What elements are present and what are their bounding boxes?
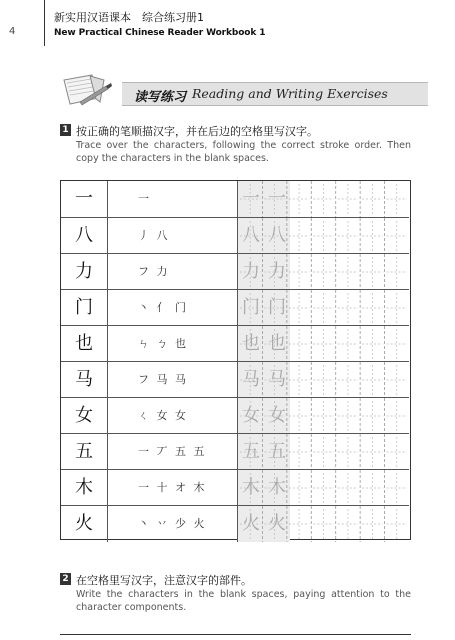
stroke-order: 一 [108,181,238,217]
trace-character[interactable]: 五 [268,441,286,462]
trace-character[interactable]: 力 [268,261,286,282]
trace-character[interactable]: 木 [268,477,286,498]
trace-character[interactable]: 八 [242,225,260,246]
section-title-en: Reading and Writing Exercises [192,86,388,101]
stroke-order-grid [60,180,411,540]
section-title-bar [122,82,428,106]
stroke-order: ㄣ ㄅ 也 [108,326,238,362]
grid-row [61,325,409,362]
trace-character[interactable]: 女 [268,405,286,426]
exercise-2-instruction-en: Write the characters in the blank spaces, paying attention to the character components. [76,589,411,613]
trace-character[interactable]: 马 [242,369,260,390]
stroke-order: フ 力 [108,254,238,290]
trace-character[interactable]: 木 [242,477,260,498]
grid-row [61,289,409,326]
trace-character[interactable]: 八 [268,225,286,246]
exercise-1-number: 1 [60,124,71,136]
stroke-order: 丶 亻 门 [108,290,238,326]
grid-row [61,469,409,506]
stroke-order: 一 十 オ 木 [108,470,238,506]
book-title: 新实用汉语课本 综合练习册1 [54,11,204,24]
exercise-2-number: 2 [60,573,71,585]
trace-character[interactable]: 门 [242,297,260,318]
exercise-1-instruction-cn: 按正确的笔顺描汉字，并在后边的空格里写汉字。 [76,125,318,138]
section-title-cn: 读写练习 [134,90,187,105]
trace-character[interactable]: 也 [242,333,260,354]
model-character: 门 [61,290,108,326]
exercise-2-instruction-cn: 在空格里写汉字，注意汉字的部件。 [76,574,252,587]
trace-character[interactable]: 也 [268,333,286,354]
page-number: 4 [9,26,16,37]
bottom-divider [60,634,411,635]
practice-area[interactable] [290,181,409,217]
model-character: 八 [61,218,108,254]
grid-row [61,217,409,254]
grid-row [61,253,409,290]
practice-area[interactable] [290,218,409,254]
trace-character[interactable]: 马 [268,369,286,390]
practice-area[interactable] [290,362,409,398]
practice-area[interactable] [290,434,409,470]
section-banner [56,72,428,108]
model-character: 火 [61,506,108,542]
stroke-order: 一 丆 五 五 [108,434,238,470]
practice-area[interactable] [290,506,409,542]
notebook-icon [58,72,114,108]
trace-character[interactable]: 一 [268,188,286,209]
grid-row [61,433,409,470]
stroke-order: 丶 丷 少 火 [108,506,238,542]
practice-area[interactable] [290,326,409,362]
grid-row [61,397,409,434]
trace-character[interactable]: 火 [268,513,286,534]
trace-character[interactable]: 力 [242,261,260,282]
model-character: 女 [61,398,108,434]
stroke-order: ㄑ 女 女 [108,398,238,434]
trace-character[interactable]: 五 [242,441,260,462]
trace-character[interactable]: 火 [242,513,260,534]
trace-character[interactable]: 女 [242,405,260,426]
trace-character[interactable]: 一 [242,188,260,209]
header-divider [44,0,45,46]
stroke-order: 丿 八 [108,218,238,254]
grid-row [61,361,409,398]
model-character: 马 [61,362,108,398]
practice-area[interactable] [290,254,409,290]
book-subtitle: New Practical Chinese Reader Workbook 1 [54,28,266,38]
stroke-order: フ 马 马 [108,362,238,398]
model-character: 一 [61,181,108,217]
trace-character[interactable]: 门 [268,297,286,318]
model-character: 也 [61,326,108,362]
practice-area[interactable] [290,398,409,434]
exercise-1-instruction-en: Trace over the characters, following the correct stroke order. Then copy the characters in the blank spaces. [76,140,411,164]
model-character: 力 [61,254,108,290]
grid-row [61,181,409,217]
practice-area[interactable] [290,470,409,506]
practice-area[interactable] [290,290,409,326]
model-character: 木 [61,470,108,506]
grid-row [61,505,409,542]
model-character: 五 [61,434,108,470]
